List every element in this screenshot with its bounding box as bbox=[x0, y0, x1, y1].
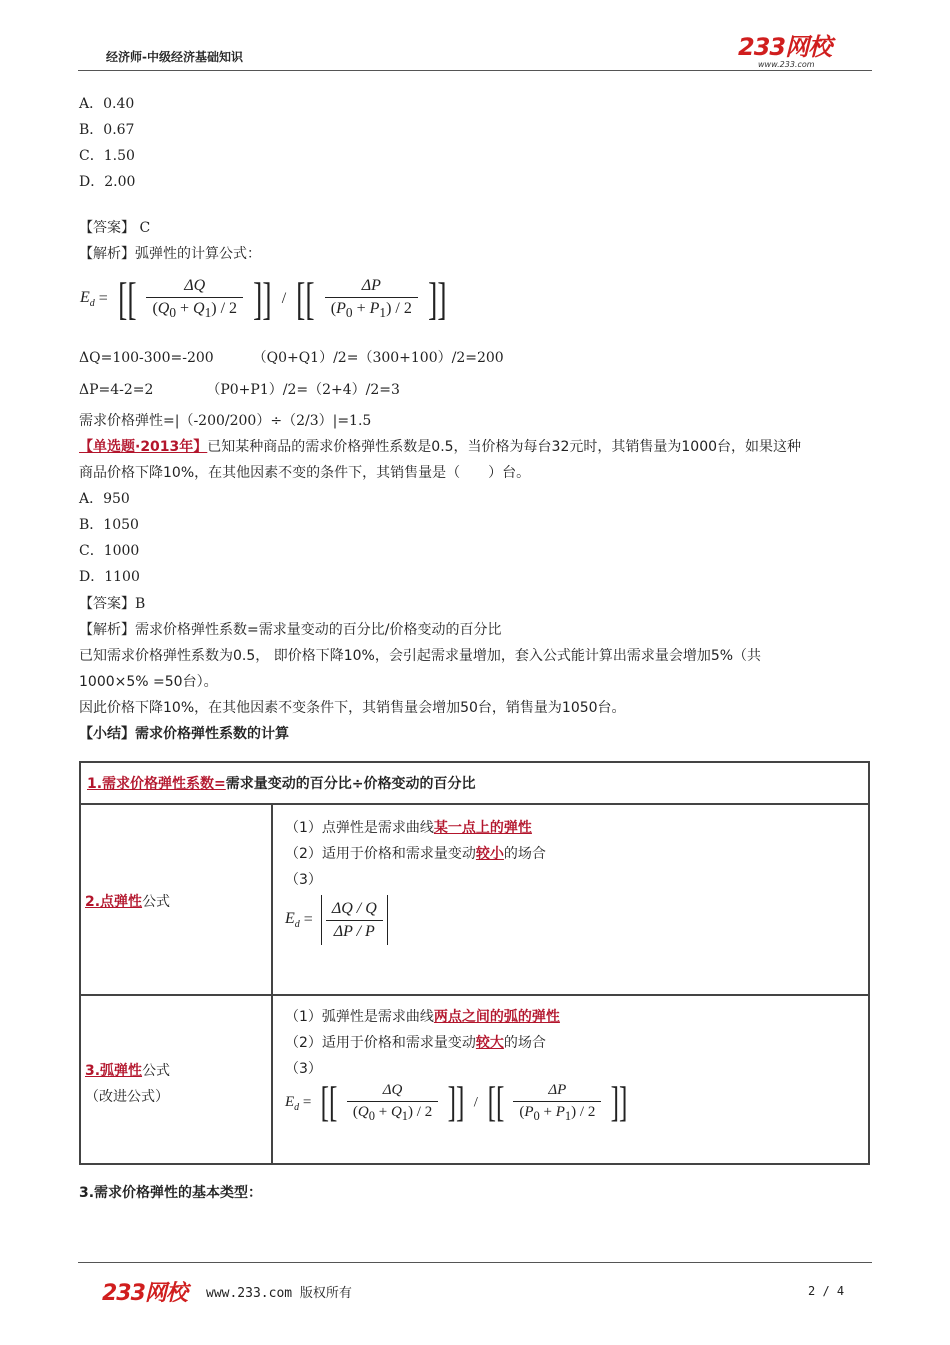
q2-answer-label: 【答案】 bbox=[79, 596, 135, 612]
q1-analysis-label: 【解析】 bbox=[79, 246, 135, 262]
header-divider bbox=[78, 70, 872, 71]
q1-option-a: A．0.40 bbox=[79, 96, 135, 112]
arc-item-1 bbox=[285, 1004, 856, 1030]
q2-tag: 【单选题·2013年】 bbox=[79, 439, 208, 455]
arc-item-2-text: （2）适用于价格和需求量变动 bbox=[285, 1035, 476, 1051]
point-item-1-highlight: 某一点上的弹性 bbox=[433, 820, 532, 836]
q2-para1-line1: 已知需求价格弹性系数为0.5， 即价格下降10%，会引起需求量增加，套入公式能计算出需求量会增加5%（共 bbox=[79, 648, 762, 664]
q1-analysis-text: 弧弹性的计算公式： bbox=[135, 246, 261, 262]
summary-row1-text: 需求量变动的百分比÷价格变动的百分比 bbox=[225, 776, 476, 792]
summary-title: 【小结】需求价格弹性系数的计算 bbox=[79, 726, 289, 742]
header-logo-text: 233网校 bbox=[738, 33, 832, 61]
summary-row-2-right bbox=[273, 805, 868, 996]
summary-row1-label: 1.需求价格弹性系数= bbox=[87, 776, 226, 792]
summary-row3-text: 公式 bbox=[142, 1063, 171, 1079]
q1-calc-3: 需求价格弹性=|（-200/200）÷（2/3）|=1.5 bbox=[79, 413, 372, 429]
footer-divider bbox=[78, 1262, 872, 1263]
point-item-3: （3） bbox=[285, 872, 322, 888]
summary-row-1 bbox=[81, 763, 868, 805]
q2-answer bbox=[79, 594, 145, 614]
q2-answer-value: B bbox=[135, 596, 146, 612]
next-section-heading: 3.需求价格弹性的基本类型： bbox=[79, 1185, 263, 1201]
footer-text: www.233.com 版权所有 bbox=[206, 1286, 352, 1301]
arc-item-2-highlight: 较大 bbox=[475, 1035, 504, 1051]
summary-row2-label: 2.点弹性 bbox=[85, 894, 143, 910]
q2-option-c: C．1000 bbox=[79, 543, 140, 559]
point-item-2-highlight: 较小 bbox=[475, 846, 504, 862]
q1-calc-2 bbox=[79, 380, 400, 400]
summary-row3-label: 3.弧弹性 bbox=[85, 1063, 143, 1079]
q2-stem-line1 bbox=[79, 437, 801, 457]
footer-page-number: 2 / 4 bbox=[808, 1284, 845, 1298]
q2-option-b: B．1050 bbox=[79, 517, 139, 533]
summary-row-3-left bbox=[81, 996, 273, 1163]
point-item-2-suffix: 的场合 bbox=[503, 846, 546, 862]
q1-calc-2b: （P0+P1）/2=（2+4）/2=3 bbox=[206, 382, 400, 398]
arc-item-2 bbox=[285, 1030, 856, 1056]
q2-stem-1: 已知某种商品的需求价格弹性系数是0.5，当价格为每台32元时，其销售量为1000台，如果这种 bbox=[207, 439, 802, 455]
q1-calc-1 bbox=[79, 348, 504, 368]
arc-item-1-text: （1）弧弹性是需求曲线 bbox=[285, 1009, 434, 1025]
q1-calc-1a: ΔQ=100-300=-200 bbox=[79, 350, 214, 366]
point-elasticity-formula: $E_d$ = $\frac{\Delta Q / Q}{\Delta P / P}$ bbox=[285, 895, 856, 945]
arc-elasticity-formula-table: $E_d$ = [[ $\frac{\Delta Q}{(Q_0 + Q_1) / 2}$ ]] / [[ $\frac{\Delta P}{(P_0 + P_1) / 2}$ ]] bbox=[285, 1080, 628, 1126]
q1-answer-label: 【答案】 bbox=[79, 220, 135, 236]
q1-analysis bbox=[79, 244, 261, 264]
q2-option-d: D．1100 bbox=[79, 569, 140, 585]
summary-row-3-right bbox=[273, 996, 868, 1163]
summary-row3-sub: （改进公式） bbox=[85, 1089, 169, 1105]
q1-option-b: B．0.67 bbox=[79, 122, 135, 138]
arc-elasticity-formula: $E_d$ = [[ $\frac{\Delta Q}{(Q_0 + Q_1) / 2}$ ]] / [[ $\frac{\Delta P}{(P_0 + P_1) / 2}$ ]] bbox=[80, 273, 447, 324]
arc-item-1-highlight: 两点之间的弧的弹性 bbox=[433, 1009, 560, 1025]
q1-answer bbox=[79, 218, 150, 238]
q1-calc-2a: ΔP=4-2=2 bbox=[79, 382, 154, 398]
q1-option-c: C．1.50 bbox=[79, 148, 135, 164]
header-title: 经济师-中级经济基础知识 bbox=[106, 50, 243, 64]
q2-analysis bbox=[79, 620, 501, 640]
point-item-2 bbox=[285, 841, 856, 867]
arc-item-3: （3） bbox=[285, 1061, 322, 1077]
summary-table bbox=[79, 761, 870, 1165]
q2-option-a: A．950 bbox=[79, 491, 130, 507]
q2-analysis-label: 【解析】 bbox=[79, 622, 135, 638]
q2-analysis-text: 需求价格弹性系数=需求量变动的百分比/价格变动的百分比 bbox=[135, 622, 502, 638]
q1-calc-1b: （Q0+Q1）/2=（300+100）/2=200 bbox=[252, 350, 504, 366]
header-logo bbox=[738, 34, 868, 74]
summary-row-2-left bbox=[81, 805, 273, 996]
q2-stem-line2: 商品价格下降10%，在其他因素不变的条件下，其销售量是（ ）台。 bbox=[79, 465, 531, 481]
point-item-2-text: （2）适用于价格和需求量变动 bbox=[285, 846, 476, 862]
q2-para1-line2: 1000×5% =50台）。 bbox=[79, 674, 218, 690]
q2-para2: 因此价格下降10%，在其他因素不变条件下，其销售量会增加50台，销售量为1050台。 bbox=[79, 700, 626, 716]
q1-option-d: D．2.00 bbox=[79, 174, 136, 190]
header-logo-url: www.233.com bbox=[758, 60, 815, 69]
point-item-1 bbox=[285, 815, 856, 841]
point-item-1-text: （1）点弹性是需求曲线 bbox=[285, 820, 434, 836]
summary-row3-head bbox=[85, 1058, 271, 1084]
arc-item-2-suffix: 的场合 bbox=[503, 1035, 546, 1051]
q1-answer-value: C bbox=[139, 220, 151, 236]
footer-logo: 233网校 bbox=[102, 1281, 187, 1306]
summary-row2-text: 公式 bbox=[142, 894, 171, 910]
